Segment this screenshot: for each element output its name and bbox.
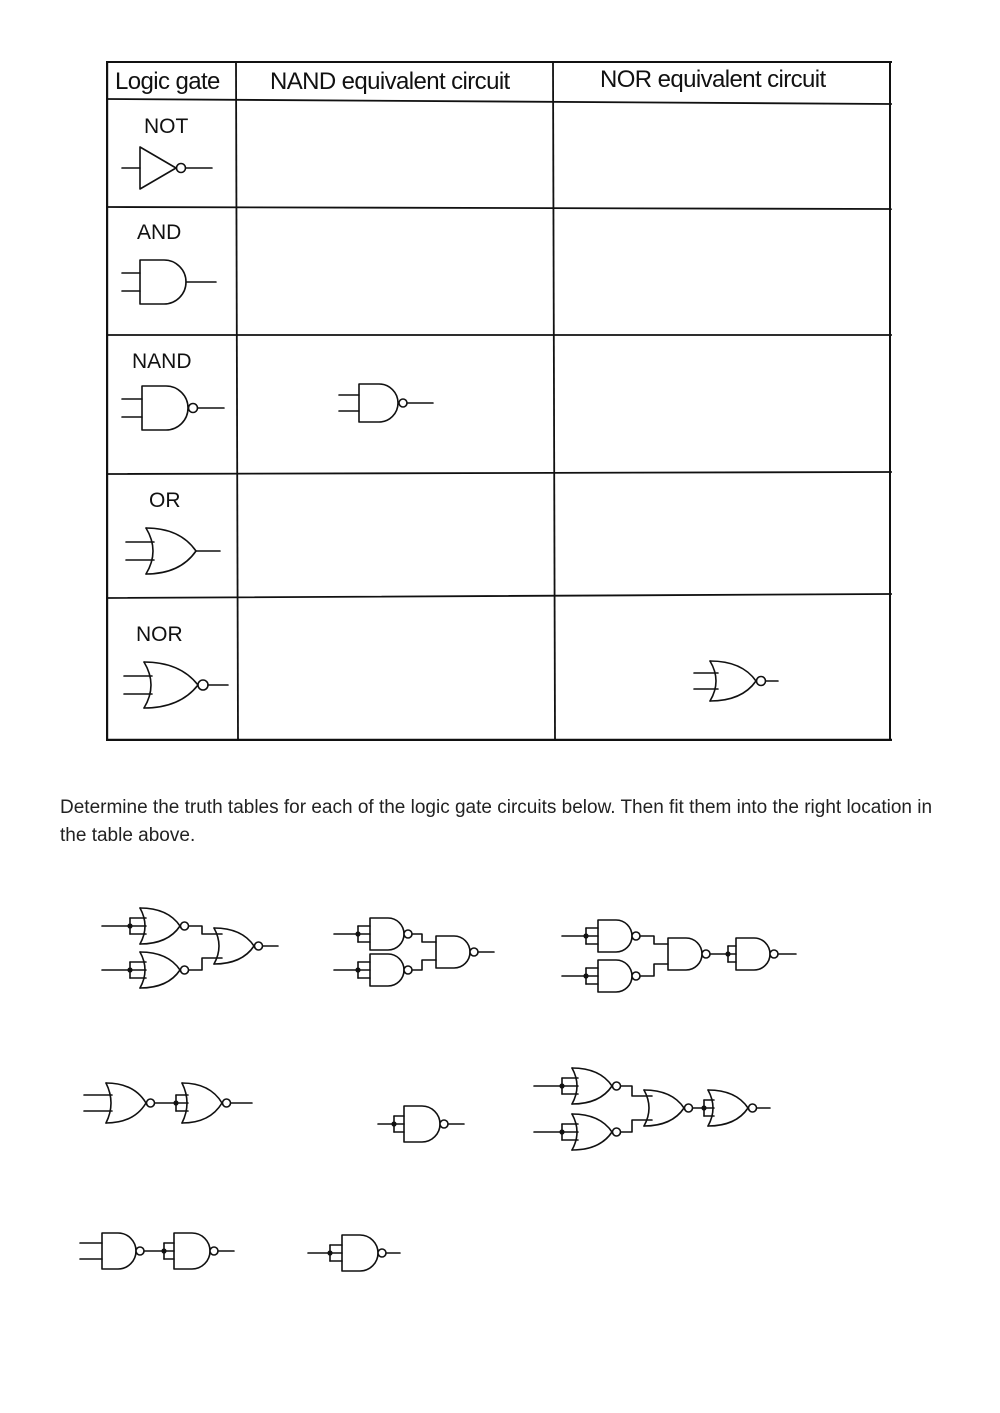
header-nand-equivalent: NAND equivalent circuit [270,68,510,95]
nand-gate-symbol-icon [120,383,230,433]
instructions-text: Determine the truth tables for each of the logic gate circuits below. Then fit them into the right location in the table above. [60,797,933,846]
nor-gate-nor-equivalent-icon [692,658,782,704]
not-gate-nor-icon[interactable] [306,1230,404,1276]
and-gate-nor-network-icon[interactable] [532,1064,772,1156]
nand-gate-nor-network-icon[interactable] [82,1080,258,1126]
gate-name-not: NOT [144,115,189,138]
logic-gate-table [106,61,892,741]
gate-name-and: AND [137,221,182,244]
or-gate-nor-network-icon[interactable] [100,904,282,994]
and-gate-nand-network-icon[interactable] [332,912,498,994]
gate-name-nor: NOR [136,623,183,646]
gate-name-or: OR [149,489,181,512]
not-gate-symbol-icon [120,143,220,193]
gate-name-nand: NAND [132,350,192,373]
nand-gate-nand-equivalent-icon [337,381,437,425]
not-gate-nand-icon[interactable] [376,1102,468,1146]
and-gate-nand-pair-icon[interactable] [78,1228,240,1274]
nor-gate-symbol-icon [122,659,232,711]
header-nor-equivalent: NOR equivalent circuit [600,66,826,93]
and-gate-symbol-icon [120,257,220,307]
or-gate-symbol-icon [124,525,224,577]
header-logic-gate: Logic gate [115,68,220,95]
nor-gate-nand-network-icon[interactable] [560,914,800,1000]
